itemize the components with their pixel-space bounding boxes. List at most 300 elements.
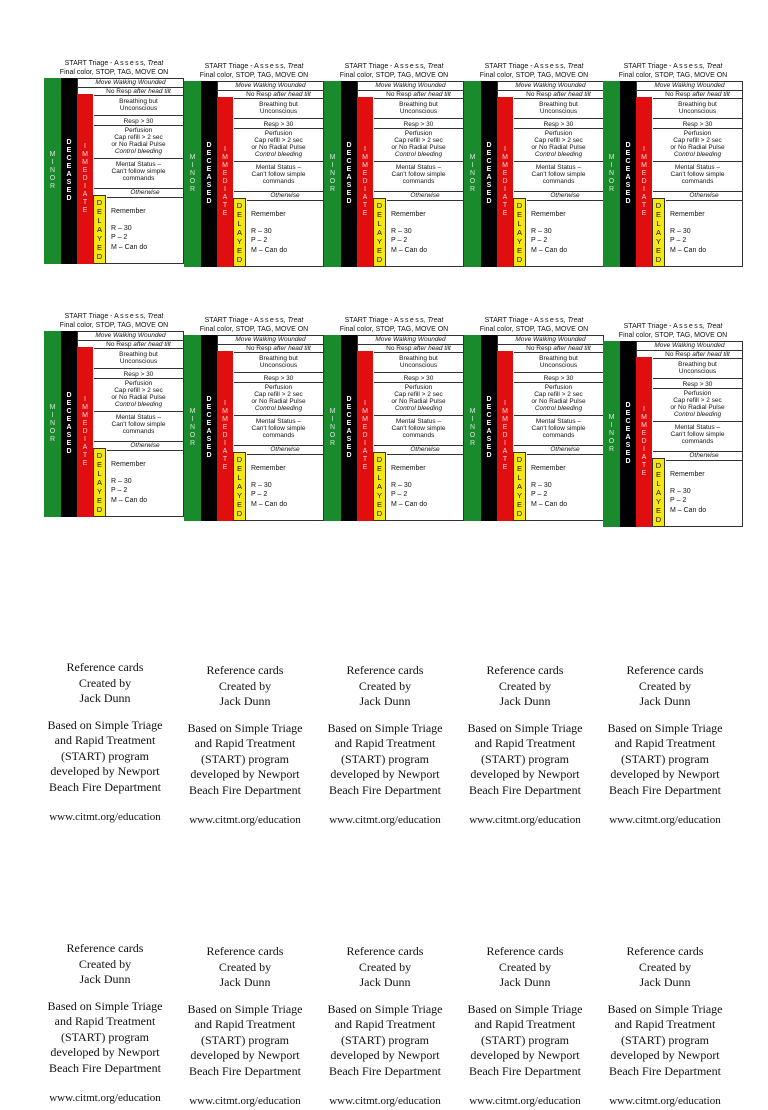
card-title bbox=[603, 63, 743, 72]
after-tilt-text: after head tilt bbox=[413, 91, 451, 98]
bar-immediate-letter: T bbox=[502, 202, 508, 209]
card-subtitle: Final color, STOP, TAG, MOVE ON bbox=[59, 68, 169, 76]
ref-author: Jack Dunn bbox=[499, 694, 551, 708]
breathing-line-1: Breathing but bbox=[678, 361, 717, 368]
based-block bbox=[315, 1002, 455, 1080]
mental-line-3: commands bbox=[262, 178, 295, 185]
perf-line-3: or No Radial Pulse bbox=[670, 404, 725, 411]
mental-line-2: Can't follow simple bbox=[111, 421, 166, 428]
bar-immediate-letter: E bbox=[641, 210, 647, 217]
bar-deceased-letter: E bbox=[66, 400, 72, 407]
bar-deceased-letter: E bbox=[206, 150, 212, 157]
mental-row bbox=[94, 159, 183, 189]
after-tilt-text: after head tilt bbox=[692, 91, 730, 98]
bar-delayed-letter: E bbox=[376, 246, 382, 255]
bar-minor bbox=[184, 81, 201, 267]
bar-deceased-letter: S bbox=[66, 179, 72, 186]
ref-url[interactable]: www.citmt.org/education bbox=[469, 1095, 581, 1107]
ref-author: Jack Dunn bbox=[219, 975, 271, 989]
bar-immediate-letter: I bbox=[224, 400, 226, 407]
card-title bbox=[324, 317, 464, 326]
mental-line-2: Can't follow simple bbox=[251, 425, 306, 432]
bar-deceased-letter: E bbox=[625, 150, 631, 157]
resp-row: Resp > 30 bbox=[234, 119, 323, 129]
bar-deceased-letter: E bbox=[346, 190, 352, 197]
card-subtitle: Final color, STOP, TAG, MOVE ON bbox=[339, 325, 449, 333]
remember-r: R – 30 bbox=[391, 227, 412, 235]
mental-line-1: Mental Status – bbox=[395, 164, 442, 171]
ref-url[interactable]: www.citmt.org/education bbox=[49, 1092, 161, 1104]
bar-delayed-letter: A bbox=[236, 482, 242, 491]
based-line-4: developed by Newport bbox=[610, 1048, 720, 1062]
credit-block bbox=[35, 941, 175, 988]
after-tilt-text: after head tilt bbox=[553, 91, 591, 98]
card-body bbox=[324, 81, 464, 267]
perf-line-3: or No Radial Pulse bbox=[670, 144, 725, 151]
bar-minor-letter: M bbox=[469, 408, 476, 415]
bar-minor-letter: N bbox=[49, 420, 56, 427]
bar-immediate-letter: I bbox=[224, 186, 226, 193]
otherwise-row: Otherwise bbox=[527, 192, 603, 201]
breathing-row bbox=[94, 349, 183, 369]
title-assess: A s s e s s bbox=[673, 323, 703, 330]
bar-deceased-letter: D bbox=[625, 402, 631, 409]
bar-deceased-letter: E bbox=[206, 166, 212, 173]
bar-delayed-letter: A bbox=[96, 478, 102, 487]
card-subtitle: Final color, STOP, TAG, MOVE ON bbox=[618, 331, 728, 339]
perf-line-4: Control bleeding bbox=[394, 151, 443, 158]
title-assess: A s s e s s bbox=[534, 63, 564, 70]
bar-delayed-letter: E bbox=[516, 246, 522, 255]
title-treat: , Treat bbox=[702, 63, 723, 70]
mental-line-1: Mental Status – bbox=[255, 164, 302, 171]
mental-line-3: commands bbox=[122, 428, 155, 435]
bar-delayed-letter: Y bbox=[655, 237, 661, 246]
ref-url[interactable]: www.citmt.org/education bbox=[189, 1095, 301, 1107]
bar-immediate-letter: I bbox=[224, 146, 226, 153]
bar-deceased bbox=[201, 81, 217, 267]
otherwise-row: Otherwise bbox=[666, 192, 742, 201]
no-resp-text: No Resp bbox=[665, 351, 691, 358]
bar-delayed-letter: E bbox=[236, 246, 242, 255]
ref-author: Jack Dunn bbox=[639, 694, 691, 708]
walking-row: Move Walking Wounded bbox=[78, 79, 183, 88]
title-start: START Triage - bbox=[64, 60, 115, 67]
card-header bbox=[603, 323, 743, 340]
mental-line-1: Mental Status – bbox=[115, 414, 162, 421]
bar-deceased bbox=[481, 81, 497, 267]
bar-delayed-letter: Y bbox=[376, 237, 382, 246]
remember-r: R – 30 bbox=[251, 227, 272, 235]
bar-deceased-letter: E bbox=[66, 440, 72, 447]
remember-p: P – 2 bbox=[111, 487, 128, 494]
bar-immediate-letter: E bbox=[502, 170, 508, 177]
ref-created-by: Created by bbox=[638, 678, 692, 693]
based-line-2: and Rapid Treatment bbox=[54, 733, 156, 747]
mental-row bbox=[653, 422, 742, 452]
card-header bbox=[44, 313, 184, 330]
bar-minor-letter: R bbox=[189, 440, 196, 447]
bar-immediate-letter: T bbox=[82, 199, 88, 206]
bar-deceased-letter: C bbox=[206, 412, 212, 419]
bar-minor-letter: N bbox=[469, 170, 476, 177]
bar-deceased-letter: A bbox=[206, 174, 212, 181]
mental-line-3: commands bbox=[681, 438, 714, 445]
bar-delayed-letter: D bbox=[655, 515, 662, 524]
bar-minor-letter: I bbox=[471, 416, 474, 423]
ref-title: Reference cards bbox=[206, 663, 284, 677]
bar-deceased-letter: E bbox=[346, 166, 352, 173]
remember-block bbox=[251, 464, 321, 509]
reference-card bbox=[35, 660, 175, 826]
remember-label: Remember bbox=[111, 208, 146, 215]
remember-p: P – 2 bbox=[111, 234, 128, 241]
based-line-5: Beach Fire Department bbox=[49, 1060, 161, 1075]
bar-delayed-letter: D bbox=[655, 461, 662, 470]
bar-delayed-letter: E bbox=[376, 500, 382, 509]
card-subtitle: Final color, STOP, TAG, MOVE ON bbox=[479, 325, 589, 333]
bar-deceased-letter: D bbox=[346, 198, 352, 205]
bar-delayed bbox=[652, 198, 665, 267]
after-tilt-text: after head tilt bbox=[273, 91, 311, 98]
ref-url[interactable]: www.citmt.org/education bbox=[609, 814, 721, 826]
walking-row: Move Walking Wounded bbox=[358, 336, 463, 345]
mental-line-3: commands bbox=[122, 175, 155, 182]
breathing-line-2: Unconscious bbox=[539, 362, 578, 369]
bar-delayed-letter: E bbox=[655, 470, 661, 479]
perfusion-row bbox=[514, 129, 603, 162]
bar-minor bbox=[603, 341, 620, 527]
bar-delayed-letter: L bbox=[237, 219, 242, 228]
credit-block bbox=[595, 944, 735, 991]
resp-row: Resp > 30 bbox=[374, 373, 463, 383]
credit-block bbox=[175, 944, 315, 991]
remember-block bbox=[670, 470, 740, 515]
card-title bbox=[184, 317, 324, 326]
bar-delayed-letter: L bbox=[517, 219, 522, 228]
bar-immediate-letter: M bbox=[362, 416, 368, 423]
resp-row: Resp > 30 bbox=[653, 119, 742, 129]
breathing-row bbox=[514, 99, 603, 119]
bar-deceased-letter: E bbox=[206, 420, 212, 427]
bar-deceased-letter: S bbox=[66, 432, 72, 439]
bar-immediate bbox=[77, 94, 93, 264]
perf-line-4: Control bleeding bbox=[114, 401, 163, 408]
card-subtitle: Final color, STOP, TAG, MOVE ON bbox=[59, 321, 169, 329]
bar-immediate-letter: D bbox=[362, 178, 368, 185]
remember-block bbox=[111, 460, 181, 505]
remember-p: P – 2 bbox=[670, 497, 687, 504]
bar-minor-letter: O bbox=[49, 175, 56, 182]
bar-deceased-letter: C bbox=[486, 158, 492, 165]
breathing-row bbox=[234, 99, 323, 119]
bar-minor-letter: O bbox=[49, 428, 56, 435]
bar-deceased-letter: E bbox=[625, 410, 631, 417]
bar-delayed-letter: Y bbox=[236, 237, 242, 246]
resp-row: Resp > 30 bbox=[514, 373, 603, 383]
bar-delayed-letter: L bbox=[656, 219, 661, 228]
perf-line-3: or No Radial Pulse bbox=[251, 398, 306, 405]
card-body bbox=[603, 81, 743, 267]
based-line-5: Beach Fire Department bbox=[189, 1063, 301, 1078]
bar-immediate-letter: M bbox=[222, 416, 228, 423]
bar-delayed-letter: Y bbox=[516, 491, 522, 500]
breathing-line-2: Unconscious bbox=[119, 105, 158, 112]
triage-card bbox=[184, 317, 324, 522]
remember-label: Remember bbox=[391, 465, 426, 472]
resp-row: Resp > 30 bbox=[234, 373, 323, 383]
breathing-row bbox=[94, 96, 183, 116]
bar-immediate-letter: A bbox=[82, 191, 88, 198]
bar-immediate-letter: D bbox=[222, 432, 228, 439]
breathing-row bbox=[514, 353, 603, 373]
perf-line-4: Control bleeding bbox=[534, 151, 583, 158]
bar-immediate-letter: D bbox=[502, 432, 508, 439]
remember-label: Remember bbox=[251, 211, 286, 218]
bar-minor-letter: O bbox=[189, 178, 196, 185]
breathing-line-1: Breathing but bbox=[399, 101, 438, 108]
mental-line-1: Mental Status – bbox=[535, 164, 582, 171]
based-line-3: (START) program bbox=[621, 1032, 709, 1047]
remember-m: M – Can do bbox=[111, 496, 148, 504]
bar-minor-letter: R bbox=[189, 186, 196, 193]
otherwise-row: Otherwise bbox=[107, 442, 183, 451]
walking-row: Move Walking Wounded bbox=[78, 332, 183, 341]
no-resp-text: No Resp bbox=[246, 345, 272, 352]
based-line-5: Beach Fire Department bbox=[469, 1063, 581, 1078]
bar-immediate-letter: T bbox=[641, 462, 647, 469]
perf-line-4: Control bleeding bbox=[534, 405, 583, 412]
based-line-2: and Rapid Treatment bbox=[474, 736, 576, 750]
bar-delayed-letter: A bbox=[96, 225, 102, 234]
ref-url[interactable]: www.citmt.org/education bbox=[329, 1095, 441, 1107]
card-body bbox=[324, 335, 464, 521]
bar-delayed-letter: D bbox=[376, 509, 383, 518]
bar-immediate-letter: M bbox=[82, 151, 88, 158]
title-treat: , Treat bbox=[423, 63, 444, 70]
remember-p: P – 2 bbox=[531, 491, 548, 498]
bar-immediate-letter: D bbox=[362, 432, 368, 439]
bar-delayed-letter: E bbox=[655, 506, 661, 515]
title-treat: , Treat bbox=[423, 317, 444, 324]
bar-deceased-letter: D bbox=[625, 458, 631, 465]
bar-immediate-letter: E bbox=[82, 167, 88, 174]
card-body bbox=[184, 335, 324, 521]
perfusion-row bbox=[653, 129, 742, 162]
bar-delayed-letter: D bbox=[96, 505, 103, 514]
reference-card bbox=[595, 663, 735, 829]
bar-immediate-letter: M bbox=[362, 154, 368, 161]
bar-deceased-letter: E bbox=[206, 190, 212, 197]
bar-delayed-letter: D bbox=[236, 201, 243, 210]
breathing-line-2: Unconscious bbox=[399, 108, 438, 115]
bar-minor-letter: N bbox=[329, 170, 336, 177]
bar-minor bbox=[464, 335, 481, 521]
bar-delayed-letter: A bbox=[655, 488, 661, 497]
bar-minor bbox=[464, 81, 481, 267]
bar-minor-letter: O bbox=[608, 438, 615, 445]
triage-card bbox=[44, 313, 184, 518]
based-line-1: Based on Simple Triage bbox=[467, 720, 583, 735]
remember-label: Remember bbox=[531, 211, 566, 218]
reference-card bbox=[315, 944, 455, 1110]
based-line-4: developed by Newport bbox=[470, 767, 580, 781]
breathing-line-1: Breathing but bbox=[539, 355, 578, 362]
ref-created-by: Created by bbox=[498, 959, 552, 974]
card-header bbox=[184, 63, 324, 80]
no-resp-text: No Resp bbox=[246, 91, 272, 98]
ref-created-by: Created by bbox=[78, 675, 132, 690]
based-line-4: developed by Newport bbox=[330, 767, 440, 781]
credit-block bbox=[315, 944, 455, 991]
ref-url[interactable]: www.citmt.org/education bbox=[609, 1095, 721, 1107]
mental-line-3: commands bbox=[542, 178, 575, 185]
bar-deceased-letter: A bbox=[625, 434, 631, 441]
bar-immediate bbox=[77, 347, 93, 517]
card-subtitle: Final color, STOP, TAG, MOVE ON bbox=[618, 71, 728, 79]
ref-title: Reference cards bbox=[626, 663, 704, 677]
bar-delayed bbox=[373, 452, 386, 521]
remember-r: R – 30 bbox=[670, 487, 691, 495]
remember-r: R – 30 bbox=[111, 224, 132, 232]
bar-immediate-letter: M bbox=[502, 162, 508, 169]
no-resp-text: No Resp bbox=[386, 345, 412, 352]
breathing-row bbox=[653, 99, 742, 119]
card-title bbox=[324, 63, 464, 72]
bar-immediate-letter: E bbox=[82, 460, 88, 467]
bar-deceased-letter: S bbox=[206, 182, 212, 189]
bar-minor-letter: R bbox=[608, 446, 615, 453]
bar-immediate-letter: A bbox=[641, 454, 647, 461]
bar-minor-letter: I bbox=[51, 412, 54, 419]
bar-deceased-letter: D bbox=[206, 142, 212, 149]
based-line-2: and Rapid Treatment bbox=[614, 736, 716, 750]
bar-deceased-letter: E bbox=[346, 150, 352, 157]
no-resp-row bbox=[234, 91, 323, 99]
card-title bbox=[464, 317, 604, 326]
mental-line-3: commands bbox=[402, 432, 435, 439]
ref-title: Reference cards bbox=[66, 660, 144, 674]
based-line-4: developed by Newport bbox=[190, 1048, 300, 1062]
based-line-3: (START) program bbox=[481, 1032, 569, 1047]
bar-immediate-letter: M bbox=[222, 162, 228, 169]
bar-immediate-letter: I bbox=[84, 436, 86, 443]
bar-deceased-letter: E bbox=[486, 190, 492, 197]
bar-delayed bbox=[513, 198, 526, 267]
based-block bbox=[455, 721, 595, 799]
title-start: START Triage - bbox=[64, 313, 115, 320]
bar-immediate-letter: E bbox=[502, 464, 508, 471]
bar-immediate-letter: I bbox=[364, 146, 366, 153]
remember-r: R – 30 bbox=[251, 481, 272, 489]
bar-deceased-letter: C bbox=[66, 408, 72, 415]
breathing-row bbox=[234, 353, 323, 373]
ref-url[interactable]: www.citmt.org/education bbox=[49, 811, 161, 823]
perf-line-1: Perfusion bbox=[544, 384, 573, 391]
remember-r: R – 30 bbox=[391, 481, 412, 489]
based-line-3: (START) program bbox=[61, 748, 149, 763]
title-treat: , Treat bbox=[563, 63, 584, 70]
bar-minor-letter: N bbox=[469, 424, 476, 431]
ref-url[interactable]: www.citmt.org/education bbox=[469, 814, 581, 826]
bar-minor-letter: R bbox=[49, 436, 56, 443]
breathing-line-1: Breathing but bbox=[119, 351, 158, 358]
bar-minor-letter: I bbox=[610, 422, 613, 429]
otherwise-row: Otherwise bbox=[247, 192, 323, 201]
bar-immediate-letter: E bbox=[362, 464, 368, 471]
bar-minor-letter: N bbox=[329, 424, 336, 431]
remember-m: M – Can do bbox=[251, 500, 288, 508]
remember-r: R – 30 bbox=[531, 227, 552, 235]
breathing-line-1: Breathing but bbox=[678, 101, 717, 108]
based-line-2: and Rapid Treatment bbox=[54, 1014, 156, 1028]
after-tilt-text: after head tilt bbox=[273, 345, 311, 352]
ref-author: Jack Dunn bbox=[79, 691, 131, 705]
perf-line-3: or No Radial Pulse bbox=[111, 141, 166, 148]
perf-line-1: Perfusion bbox=[264, 384, 293, 391]
bar-deceased-letter: C bbox=[625, 418, 631, 425]
bar-delayed-letter: L bbox=[237, 473, 242, 482]
mental-row bbox=[234, 162, 323, 192]
ref-created-by: Created by bbox=[498, 678, 552, 693]
bar-immediate-letter: M bbox=[222, 154, 228, 161]
bar-immediate-letter: M bbox=[82, 159, 88, 166]
bar-deceased-letter: E bbox=[206, 444, 212, 451]
ref-url[interactable]: www.citmt.org/education bbox=[329, 814, 441, 826]
no-resp-text: No Resp bbox=[106, 341, 132, 348]
bar-immediate-letter: T bbox=[362, 456, 368, 463]
bar-deceased-letter: E bbox=[625, 190, 631, 197]
after-tilt-text: after head tilt bbox=[133, 88, 171, 95]
title-start: START Triage - bbox=[204, 317, 255, 324]
bar-immediate-letter: E bbox=[222, 170, 228, 177]
after-tilt-text: after head tilt bbox=[413, 345, 451, 352]
mental-line-1: Mental Status – bbox=[395, 418, 442, 425]
based-block bbox=[175, 1002, 315, 1080]
bar-minor bbox=[44, 78, 61, 264]
ref-created-by: Created by bbox=[218, 678, 272, 693]
triage-card bbox=[44, 60, 184, 265]
bar-deceased-letter: A bbox=[346, 428, 352, 435]
based-line-1: Based on Simple Triage bbox=[47, 998, 163, 1013]
walking-row: Move Walking Wounded bbox=[498, 82, 603, 91]
remember-m: M – Can do bbox=[391, 246, 428, 254]
ref-url[interactable]: www.citmt.org/education bbox=[189, 814, 301, 826]
based-line-1: Based on Simple Triage bbox=[187, 720, 303, 735]
ref-title: Reference cards bbox=[206, 944, 284, 958]
bar-minor-letter: I bbox=[331, 162, 334, 169]
mental-line-2: Can't follow simple bbox=[670, 171, 725, 178]
bar-delayed bbox=[233, 198, 246, 267]
perf-line-2: Cap refill > 2 sec bbox=[534, 137, 583, 144]
mental-line-1: Mental Status – bbox=[674, 424, 721, 431]
mental-line-3: commands bbox=[542, 432, 575, 439]
no-resp-row bbox=[514, 91, 603, 99]
bar-minor-letter: M bbox=[469, 154, 476, 161]
perf-line-4: Control bleeding bbox=[254, 151, 303, 158]
bar-immediate bbox=[636, 357, 652, 527]
ref-author: Jack Dunn bbox=[219, 694, 271, 708]
mental-line-2: Can't follow simple bbox=[531, 425, 586, 432]
bar-immediate bbox=[357, 97, 373, 267]
ref-title: Reference cards bbox=[346, 944, 424, 958]
based-line-3: (START) program bbox=[201, 751, 289, 766]
bar-delayed bbox=[93, 448, 106, 517]
bar-deceased-letter: C bbox=[625, 158, 631, 165]
bar-immediate-letter: I bbox=[504, 186, 506, 193]
bar-deceased bbox=[61, 331, 77, 517]
based-line-3: (START) program bbox=[61, 1029, 149, 1044]
